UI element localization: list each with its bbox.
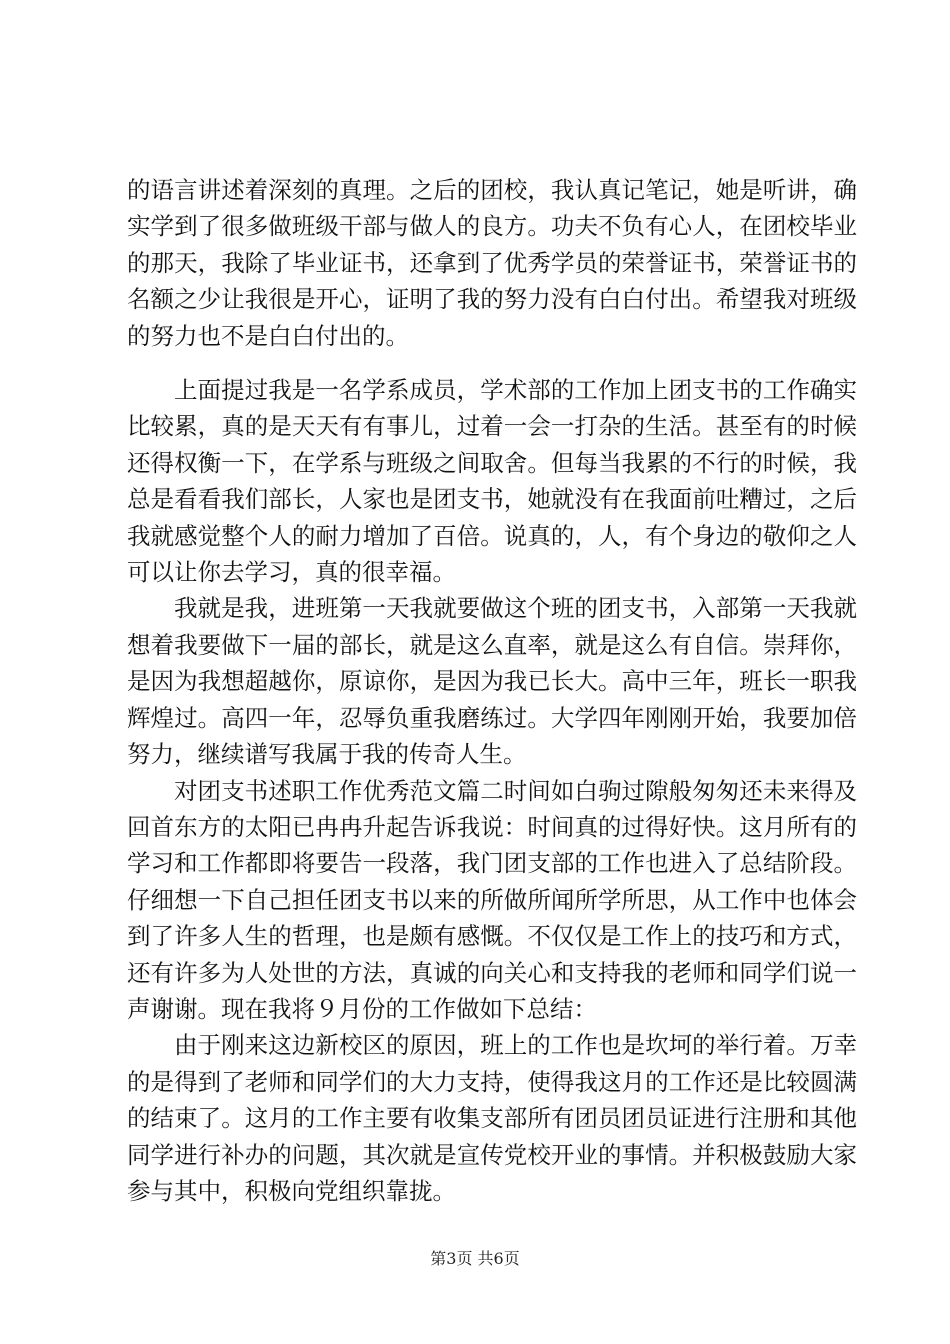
paragraph-academic-work: 上面提过我是一名学系成员，学术部的工作加上团支书的工作确实比较累，真的是天天有有事儿，过着一会一打杂的生活。甚至有的时候还得权衡一下，在学系与班级之间取舍。但每当我累的不行的时候，我总是看看我们部长，人家也是团支书，她就没有在我面前吐糟过，之后我就感觉整个人的耐力增加了百倍。说真的，人，有个身边的敬仰之人可以让你去学习，真的很幸福。	[127, 376, 857, 587]
paragraph-continued: 的语言讲述着深刻的真理。之后的团校，我认真记笔记，她是听讲，确实学到了很多做班级干部与做人的良方。功夫不负有心人，在团校毕业的那天，我除了毕业证书，还拿到了优秀学员的荣誉证书，荣誉证书的名额之少让我很是开心，证明了我的努力没有白白付出。希望我对班级的努力也不是白白付出的。	[127, 176, 857, 350]
page-number-footer: 第3页 共6页	[430, 1249, 520, 1268]
paragraph-article-two-intro: 对团支书述职工作优秀范文篇二时间如白驹过隙般匆匆还未来得及回首东方的太阳已冉冉升起告诉我说：时间真的过得好快。这月所有的学习和工作都即将要告一段落，我门团支部的工作也进入了总结阶段。仔细想一下自己担任团支书以来的所做所闻所学所思，从工作中也体会到了许多人生的哲理，也是颇有感慨。不仅仅是工作上的技巧和方式，还有许多为人处世的方法，真诚的向关心和支持我的老师和同学们说一声谢谢。现在我将９月份的工作做如下总结：	[127, 776, 857, 1023]
document-body	[127, 172, 857, 1209]
paragraph-gap	[127, 354, 857, 372]
paragraph-monthly-work: 由于刚来这边新校区的原因，班上的工作也是坎坷的举行着。万幸的是得到了老师和同学们的大力支持，使得我这月的工作还是比较圆满的结束了。这月的工作主要有收集支部所有团员团员证进行注册和其他同学进行补办的问题，其次就是宣传党校开业的事情。并积极鼓励大家参与其中，积极向党组织靠拢。	[127, 1031, 857, 1205]
paragraph-self-confidence: 我就是我，进班第一天我就要做这个班的团支书，入部第一天我就想着我要做下一届的部长，就是这么直率，就是这么有自信。崇拜你，是因为我想超越你，原谅你，是因为我已长大。高中三年，班长一职我辉煌过。高四一年，忍辱负重我磨练过。大学四年刚刚开始，我要加倍努力，继续谱写我属于我的传奇人生。	[127, 594, 857, 769]
